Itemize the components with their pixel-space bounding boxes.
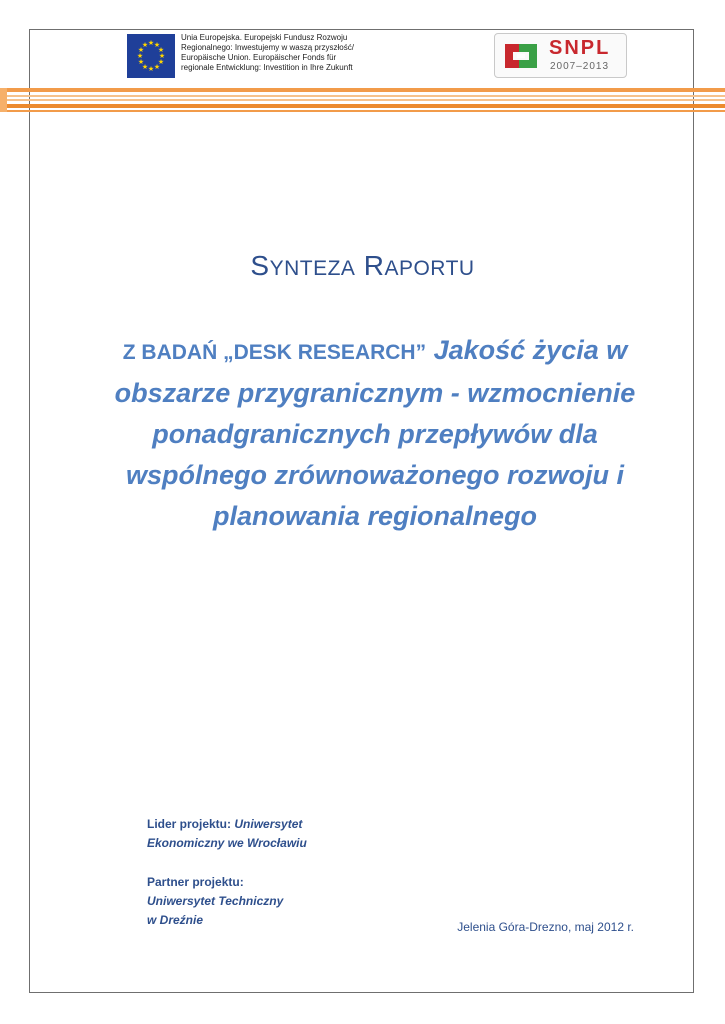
eu-text-line: Europäische Union. Europäischer Fonds für xyxy=(181,53,337,62)
eu-text-line: Regionalnego: Inwestujemy w waszą przyszłość/ xyxy=(181,43,354,52)
project-leader xyxy=(147,815,407,853)
svg-text:★: ★ xyxy=(158,52,166,60)
svg-text:★: ★ xyxy=(153,63,161,71)
title-cap: R xyxy=(363,250,385,281)
header-stripe xyxy=(0,95,725,97)
eu-text-line: regionale Entwicklung: Investition in Ihre Zukunft xyxy=(181,63,353,72)
header-stripe xyxy=(0,110,725,112)
svg-text:★: ★ xyxy=(147,39,155,47)
svg-text:★: ★ xyxy=(141,41,149,49)
project-partner-label: Partner projektu: xyxy=(147,875,244,889)
snpl-name: SNPL xyxy=(549,37,611,59)
header-stripe xyxy=(0,104,725,108)
svg-text:★: ★ xyxy=(136,52,144,60)
project-partner-value: w Dreźnie xyxy=(147,913,204,927)
project-leader-label: Lider projektu: xyxy=(147,817,232,831)
place-date: Jelenia Góra-Drezno, maj 2012 r. xyxy=(457,920,634,934)
header-stripe xyxy=(0,88,725,92)
eu-flag-logo xyxy=(127,34,175,78)
snpl-mark-icon xyxy=(503,40,539,72)
document-title xyxy=(0,250,725,282)
document-subtitle xyxy=(110,330,640,537)
svg-text:★: ★ xyxy=(137,46,145,54)
project-partner xyxy=(147,873,407,930)
title-smallcaps: YNTEZA xyxy=(269,257,356,280)
svg-text:★: ★ xyxy=(157,58,165,66)
svg-text:★: ★ xyxy=(137,58,145,66)
project-leader-value: Ekonomiczny we Wrocławiu xyxy=(147,836,307,850)
eu-text-line: Unia Europejska. Europejski Fundusz Rozwoju xyxy=(181,33,348,42)
snpl-logo xyxy=(494,33,627,78)
header-stripe xyxy=(0,99,725,101)
subtitle-lead: Z BADAŃ „DESK RESEARCH” xyxy=(122,341,427,364)
project-partner-value: Uniwersytet Techniczny xyxy=(147,894,284,908)
eu-stars-icon xyxy=(127,34,175,78)
snpl-years: 2007–2013 xyxy=(550,61,610,72)
title-smallcaps: APORTU xyxy=(384,257,475,280)
subtitle-topic: Jakość życia w obszarze przygranicznym - wzmocnienie ponadgranicznych przepływów dla wspólnego zrównoważonego rozwoju i planowania regionalnego xyxy=(114,335,636,531)
project-leader-value: Uniwersytet xyxy=(234,817,303,831)
svg-text:★: ★ xyxy=(141,63,149,71)
eu-funding-text xyxy=(181,33,361,73)
header-stripe-edge xyxy=(0,88,7,112)
title-cap: S xyxy=(250,250,270,281)
svg-text:★: ★ xyxy=(153,41,161,49)
svg-text:★: ★ xyxy=(157,46,165,54)
svg-text:★: ★ xyxy=(147,65,155,73)
